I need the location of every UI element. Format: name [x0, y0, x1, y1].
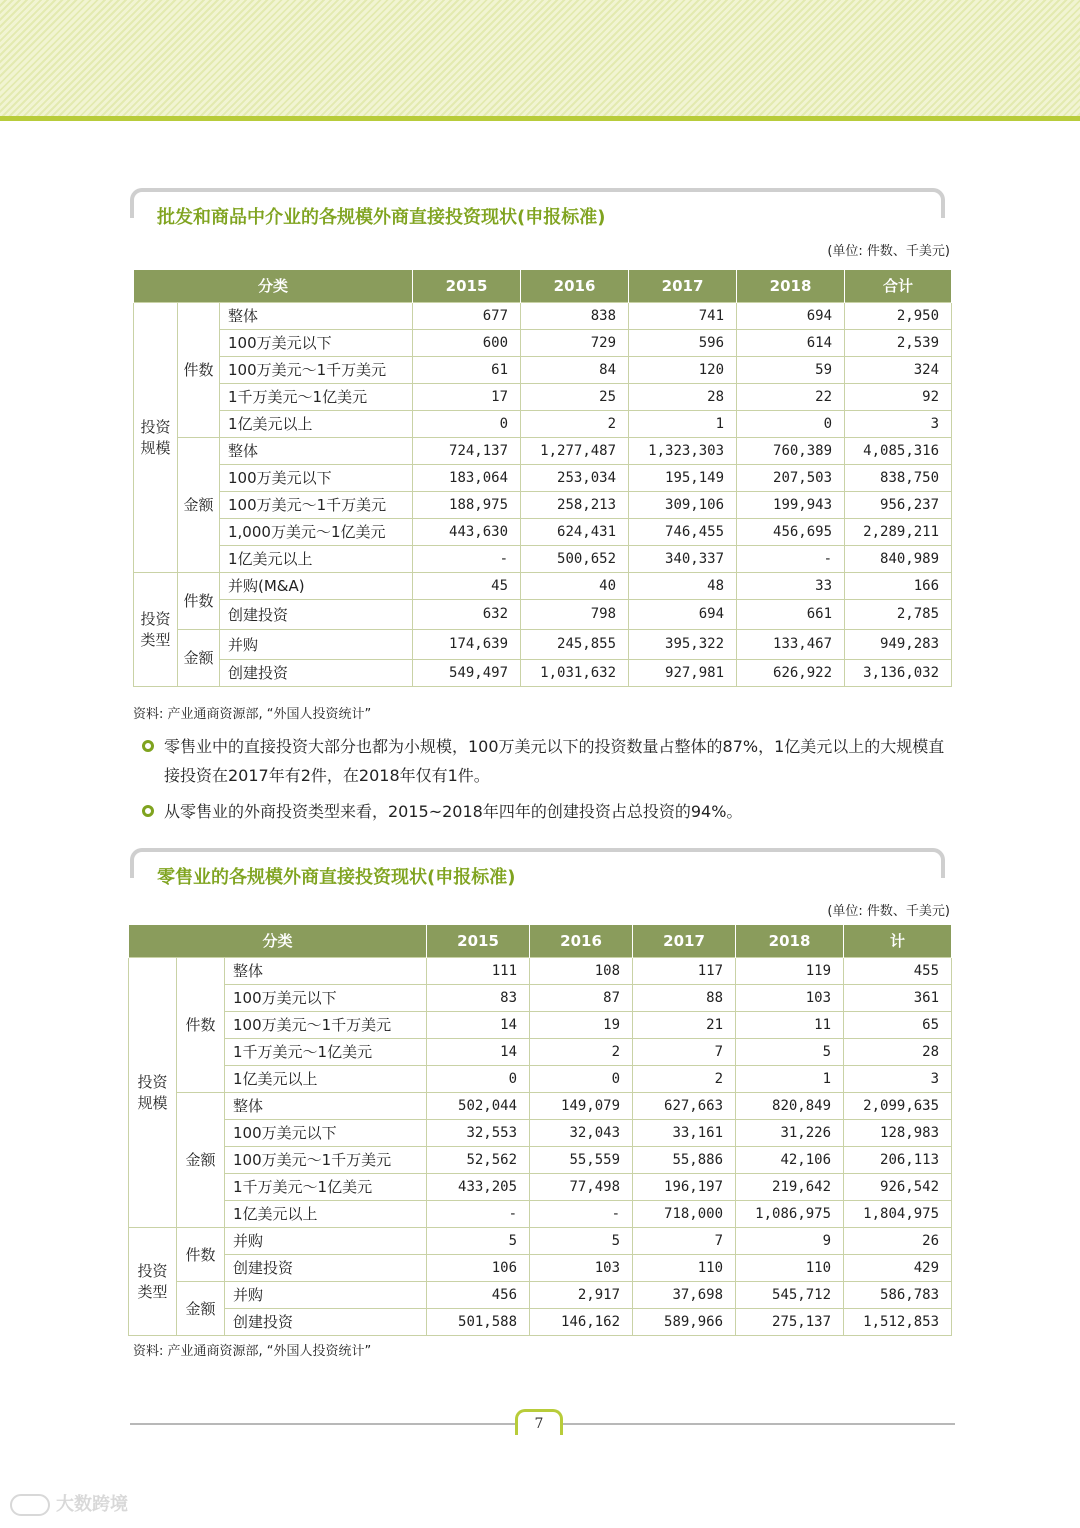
value-cell: 746,455	[629, 518, 737, 545]
value-cell: 589,966	[633, 1308, 736, 1335]
table-row	[129, 1200, 952, 1227]
value-cell: 245,855	[521, 629, 629, 659]
value-cell: 5	[530, 1227, 633, 1254]
bullet-1-text: 零售业中的直接投资大部分也都为小规模，100万美元以下的投资数量占整体的87%，1亿美元以上的大规模直接投资在2017年有2件，在2018年仅有1件。	[164, 737, 945, 785]
value-cell: 117	[633, 957, 736, 984]
value-cell: 429	[844, 1254, 952, 1281]
value-cell: 456,695	[737, 518, 845, 545]
row-label: 并购(M&A)	[220, 572, 413, 599]
value-cell: 2,785	[845, 599, 952, 629]
table-row	[129, 1146, 952, 1173]
row-label: 整体	[225, 1092, 427, 1119]
value-cell: 0	[427, 1065, 530, 1092]
value-cell: 741	[629, 302, 737, 329]
value-cell: 258,213	[521, 491, 629, 518]
table-row	[129, 1254, 952, 1281]
table-row	[134, 383, 952, 410]
value-cell: 729	[521, 329, 629, 356]
value-cell: 275,137	[736, 1308, 844, 1335]
table-row	[134, 464, 952, 491]
row-label: 1亿美元以上	[220, 545, 413, 572]
value-cell: 3	[845, 410, 952, 437]
value-cell: 207,503	[737, 464, 845, 491]
table1-header-2017: 2017	[629, 270, 737, 302]
value-cell: 25	[521, 383, 629, 410]
category-investment-scale: 投资 规模	[134, 302, 178, 572]
table-row	[134, 410, 952, 437]
value-cell: -	[530, 1200, 633, 1227]
row-label: 1千万美元～1亿美元	[225, 1038, 427, 1065]
table2-header-total: 计	[844, 925, 952, 957]
value-cell: 52,562	[427, 1146, 530, 1173]
table2-source: 资料: 产业通商资源部, “外国人投资统计”	[133, 1344, 372, 1359]
group-count: 件数	[178, 572, 220, 629]
row-label: 100万美元～1千万美元	[225, 1146, 427, 1173]
table1-header-total: 合计	[845, 270, 952, 302]
value-cell: 838,750	[845, 464, 952, 491]
category-investment-type: 投资 类型	[129, 1227, 177, 1335]
table-row	[129, 1308, 952, 1335]
value-cell: 624,431	[521, 518, 629, 545]
value-cell: 1,804,975	[844, 1200, 952, 1227]
value-cell: 395,322	[629, 629, 737, 659]
value-cell: 0	[737, 410, 845, 437]
value-cell: 33	[737, 572, 845, 599]
row-label: 并购	[225, 1281, 427, 1308]
value-cell: 3	[844, 1065, 952, 1092]
value-cell: 59	[737, 356, 845, 383]
row-label: 100万美元～1千万美元	[220, 356, 413, 383]
value-cell: 949,283	[845, 629, 952, 659]
value-cell: 110	[736, 1254, 844, 1281]
value-cell: 7	[633, 1038, 736, 1065]
table2	[128, 925, 952, 1336]
row-label: 1亿美元以上	[225, 1065, 427, 1092]
value-cell: 760,389	[737, 437, 845, 464]
value-cell: 183,064	[413, 464, 521, 491]
table-row	[129, 1173, 952, 1200]
value-cell: 694	[629, 599, 737, 629]
table1	[133, 270, 952, 687]
value-cell: 103	[530, 1254, 633, 1281]
row-label: 100万美元～1千万美元	[220, 491, 413, 518]
row-label: 并购	[220, 629, 413, 659]
value-cell: 84	[521, 356, 629, 383]
value-cell: 40	[521, 572, 629, 599]
value-cell: 456	[427, 1281, 530, 1308]
value-cell: 195,149	[629, 464, 737, 491]
value-cell: 128,983	[844, 1119, 952, 1146]
value-cell: 501,588	[427, 1308, 530, 1335]
value-cell: 14	[427, 1011, 530, 1038]
value-cell: 55,886	[633, 1146, 736, 1173]
value-cell: 632	[413, 599, 521, 629]
value-cell: 188,975	[413, 491, 521, 518]
row-label: 1,000万美元～1亿美元	[220, 518, 413, 545]
watermark-logo-icon	[10, 1494, 50, 1516]
value-cell: 549,497	[413, 659, 521, 686]
table-row	[129, 1227, 952, 1254]
row-label: 100万美元～1千万美元	[225, 1011, 427, 1038]
table-row	[134, 545, 952, 572]
table1-title: 批发和商品中介业的各规模外商直接投资现状(申报标准)	[157, 207, 606, 228]
bullet-1	[142, 732, 954, 790]
table-row	[134, 572, 952, 599]
value-cell: 32,553	[427, 1119, 530, 1146]
row-label: 创建投资	[225, 1308, 427, 1335]
value-cell: 340,337	[629, 545, 737, 572]
value-cell: 2	[633, 1065, 736, 1092]
value-cell: 455	[844, 957, 952, 984]
value-cell: 2,917	[530, 1281, 633, 1308]
table1-header-2016: 2016	[521, 270, 629, 302]
value-cell: 106	[427, 1254, 530, 1281]
value-cell: 31,226	[736, 1119, 844, 1146]
value-cell: 253,034	[521, 464, 629, 491]
group-amount: 金额	[178, 629, 220, 686]
value-cell: 174,639	[413, 629, 521, 659]
value-cell: 166	[845, 572, 952, 599]
value-cell: 21	[633, 1011, 736, 1038]
table-row	[134, 491, 952, 518]
table2-header-2018: 2018	[736, 925, 844, 957]
table-row	[129, 1092, 952, 1119]
header-accent-line	[0, 116, 1080, 121]
value-cell: 28	[844, 1038, 952, 1065]
table1-unit: (单位: 件数、千美元)	[827, 244, 950, 259]
watermark	[10, 1490, 128, 1516]
row-label: 整体	[220, 437, 413, 464]
value-cell: 309,106	[629, 491, 737, 518]
value-cell: 443,630	[413, 518, 521, 545]
table2-header-2016: 2016	[530, 925, 633, 957]
value-cell: 1	[629, 410, 737, 437]
value-cell: 206,113	[844, 1146, 952, 1173]
value-cell: 2	[521, 410, 629, 437]
row-label: 创建投资	[220, 599, 413, 629]
value-cell: 22	[737, 383, 845, 410]
value-cell: 5	[736, 1038, 844, 1065]
table-row	[134, 437, 952, 464]
value-cell: 5	[427, 1227, 530, 1254]
value-cell: -	[737, 545, 845, 572]
value-cell: 724,137	[413, 437, 521, 464]
row-label: 1亿美元以上	[220, 410, 413, 437]
value-cell: 820,849	[736, 1092, 844, 1119]
value-cell: 45	[413, 572, 521, 599]
value-cell: 146,162	[530, 1308, 633, 1335]
row-label: 创建投资	[225, 1254, 427, 1281]
value-cell: 2,539	[845, 329, 952, 356]
table1-header-category: 分类	[134, 270, 413, 302]
bullet-2	[142, 797, 954, 826]
value-cell: 1,512,853	[844, 1308, 952, 1335]
category-investment-type: 投资 类型	[134, 572, 178, 686]
value-cell: 119	[736, 957, 844, 984]
value-cell: -	[427, 1200, 530, 1227]
value-cell: 19	[530, 1011, 633, 1038]
value-cell: 614	[737, 329, 845, 356]
table1-header-2018: 2018	[737, 270, 845, 302]
value-cell: 77,498	[530, 1173, 633, 1200]
value-cell: 0	[530, 1065, 633, 1092]
table-row	[129, 984, 952, 1011]
value-cell: 627,663	[633, 1092, 736, 1119]
table-row	[129, 1038, 952, 1065]
row-label: 整体	[220, 302, 413, 329]
table1-header-2015: 2015	[413, 270, 521, 302]
table-row	[129, 1119, 952, 1146]
value-cell: 324	[845, 356, 952, 383]
table2-header-2015: 2015	[427, 925, 530, 957]
value-cell: -	[413, 545, 521, 572]
row-label: 100万美元以下	[225, 984, 427, 1011]
watermark-text: 大数跨境	[56, 1494, 128, 1515]
table-row	[134, 302, 952, 329]
value-cell: 718,000	[633, 1200, 736, 1227]
header-decorative-band	[0, 0, 1080, 118]
value-cell: 17	[413, 383, 521, 410]
value-cell: 361	[844, 984, 952, 1011]
table-row	[134, 599, 952, 629]
value-cell: 199,943	[737, 491, 845, 518]
value-cell: 2,099,635	[844, 1092, 952, 1119]
value-cell: 37,698	[633, 1281, 736, 1308]
table-row	[134, 356, 952, 383]
group-amount: 金额	[177, 1092, 225, 1227]
value-cell: 120	[629, 356, 737, 383]
group-count: 件数	[177, 1227, 225, 1281]
table-row	[129, 1065, 952, 1092]
value-cell: 1,086,975	[736, 1200, 844, 1227]
value-cell: 110	[633, 1254, 736, 1281]
value-cell: 11	[736, 1011, 844, 1038]
value-cell: 927,981	[629, 659, 737, 686]
row-label: 100万美元以下	[220, 464, 413, 491]
value-cell: 48	[629, 572, 737, 599]
value-cell: 798	[521, 599, 629, 629]
row-label: 1亿美元以上	[225, 1200, 427, 1227]
row-label: 并购	[225, 1227, 427, 1254]
value-cell: 108	[530, 957, 633, 984]
table1-source: 资料: 产业通商资源部, “外国人投资统计”	[133, 707, 372, 722]
group-count: 件数	[178, 302, 220, 437]
table-row	[129, 957, 952, 984]
value-cell: 596	[629, 329, 737, 356]
table2-title: 零售业的各规模外商直接投资现状(申报标准)	[157, 867, 516, 888]
value-cell: 1,277,487	[521, 437, 629, 464]
value-cell: 956,237	[845, 491, 952, 518]
bullet-2-text: 从零售业的外商投资类型来看，2015~2018年四年的创建投资占总投资的94%。	[164, 802, 743, 821]
value-cell: 1,031,632	[521, 659, 629, 686]
value-cell: 586,783	[844, 1281, 952, 1308]
value-cell: 28	[629, 383, 737, 410]
table-row	[134, 629, 952, 659]
value-cell: 61	[413, 356, 521, 383]
table2-header-row	[129, 925, 952, 957]
group-amount: 金额	[178, 437, 220, 572]
value-cell: 7	[633, 1227, 736, 1254]
value-cell: 661	[737, 599, 845, 629]
value-cell: 694	[737, 302, 845, 329]
value-cell: 42,106	[736, 1146, 844, 1173]
group-count: 件数	[177, 957, 225, 1092]
value-cell: 55,559	[530, 1146, 633, 1173]
table1-header-row	[134, 270, 952, 302]
value-cell: 14	[427, 1038, 530, 1065]
value-cell: 0	[413, 410, 521, 437]
row-label: 100万美元以下	[220, 329, 413, 356]
value-cell: 1,323,303	[629, 437, 737, 464]
row-label: 创建投资	[220, 659, 413, 686]
value-cell: 65	[844, 1011, 952, 1038]
table-row	[134, 659, 952, 686]
value-cell: 433,205	[427, 1173, 530, 1200]
table-row	[134, 518, 952, 545]
bullet-circle-icon	[142, 740, 154, 752]
value-cell: 1	[736, 1065, 844, 1092]
value-cell: 26	[844, 1227, 952, 1254]
value-cell: 677	[413, 302, 521, 329]
value-cell: 2,289,211	[845, 518, 952, 545]
value-cell: 3,136,032	[845, 659, 952, 686]
row-label: 整体	[225, 957, 427, 984]
table2-header-2017: 2017	[633, 925, 736, 957]
bullet-circle-icon	[142, 805, 154, 817]
group-amount: 金额	[177, 1281, 225, 1335]
value-cell: 32,043	[530, 1119, 633, 1146]
value-cell: 33,161	[633, 1119, 736, 1146]
row-label: 1千万美元～1亿美元	[225, 1173, 427, 1200]
table-row	[129, 1011, 952, 1038]
value-cell: 502,044	[427, 1092, 530, 1119]
value-cell: 2	[530, 1038, 633, 1065]
table2-header-category: 分类	[129, 925, 427, 957]
value-cell: 87	[530, 984, 633, 1011]
value-cell: 83	[427, 984, 530, 1011]
value-cell: 9	[736, 1227, 844, 1254]
value-cell: 840,989	[845, 545, 952, 572]
value-cell: 626,922	[737, 659, 845, 686]
row-label: 1千万美元～1亿美元	[220, 383, 413, 410]
value-cell: 838	[521, 302, 629, 329]
value-cell: 545,712	[736, 1281, 844, 1308]
value-cell: 926,542	[844, 1173, 952, 1200]
table2-unit: (单位: 件数、千美元)	[827, 904, 950, 919]
value-cell: 4,085,316	[845, 437, 952, 464]
value-cell: 500,652	[521, 545, 629, 572]
category-investment-scale: 投资 规模	[129, 957, 177, 1227]
value-cell: 2,950	[845, 302, 952, 329]
value-cell: 196,197	[633, 1173, 736, 1200]
value-cell: 149,079	[530, 1092, 633, 1119]
table-row	[129, 1281, 952, 1308]
value-cell: 111	[427, 957, 530, 984]
value-cell: 133,467	[737, 629, 845, 659]
row-label: 100万美元以下	[225, 1119, 427, 1146]
value-cell: 88	[633, 984, 736, 1011]
page-number: 7	[534, 1416, 544, 1432]
table-row	[134, 329, 952, 356]
value-cell: 219,642	[736, 1173, 844, 1200]
value-cell: 103	[736, 984, 844, 1011]
value-cell: 92	[845, 383, 952, 410]
value-cell: 600	[413, 329, 521, 356]
